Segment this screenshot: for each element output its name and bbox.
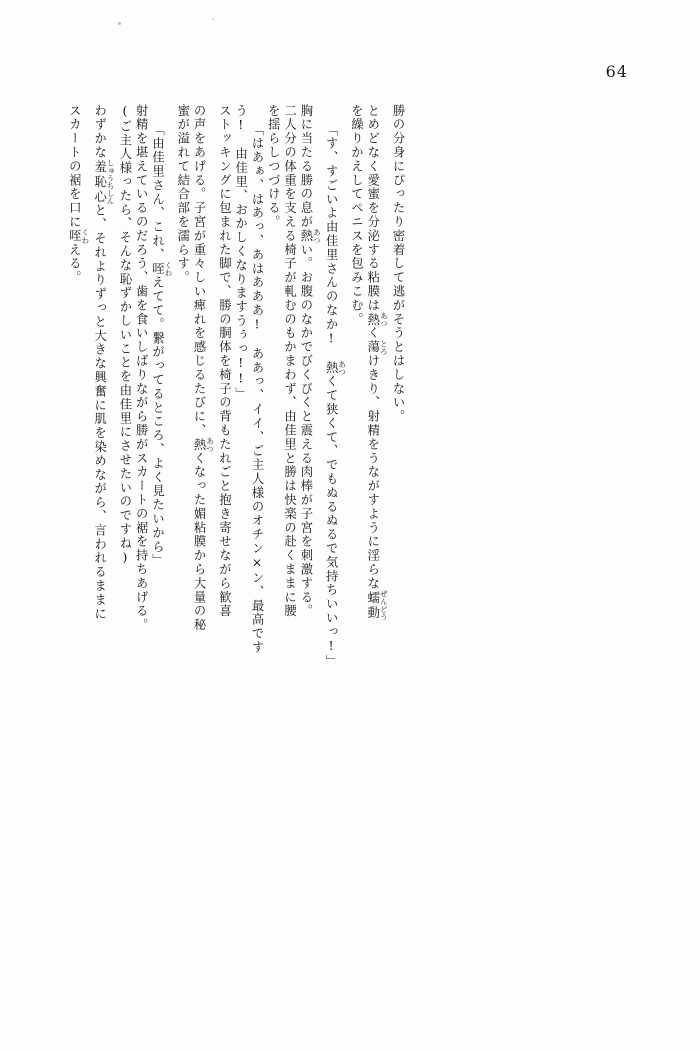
text-column: わずかな羞恥心 しゅうちしんと、それよりずっと大きな興奮に肌を染めながら、言われるままに: [92, 104, 116, 621]
text-column: (ご主人様ったら、そんな恥ずかしいことを由佳里にさせたいのですね): [117, 104, 132, 567]
text-column: 蜜が溢れて結合部を濡らす。: [175, 104, 190, 285]
scan-speck-icon: [118, 22, 121, 25]
text-column: を繰りかえしてペニスを包みこむ。: [349, 104, 364, 327]
text-column: を揺らしつづける。: [266, 104, 281, 230]
text-column: 「す、すごいよ由佳里さんのなか! 熱 あつくて狭くて、でもぬるぬるで気持ちいいっ!」: [324, 123, 347, 669]
text-column: 「由佳里さん、これ、咥 くわえてて。繋がってるところ、よく見たいから」: [150, 123, 173, 568]
text-column: う! 由佳里、おかしくなりますうぅっ!!」: [233, 104, 248, 401]
text-column: 「はあぁ、はあっ、あはあああ! ああっ、イイ、ご主人様のオチン×ン、最高です: [249, 123, 264, 655]
text-column: ストッキングに包まれた脚で、勝の胴体を椅子の背もたれごと抱き寄せながら歓喜: [217, 104, 232, 619]
text-column: スカートの裾を口に咥 くわえる。: [67, 104, 90, 285]
text-column: 胸に当たる勝の息が熱 あつい。お腹のなかでびくびくと震える肉棒が子宮を刺激する。: [298, 104, 322, 619]
scan-speck-icon: [212, 18, 214, 20]
page-number: 64: [605, 62, 628, 81]
text-column: 射精を堪えているのだろう、歯を食いしばりながら勝がスカートの裾を持ちあげる。: [134, 104, 149, 633]
text-column: 勝の分身にぴったり密着して逃がそうとはしない。: [391, 104, 406, 424]
text-column: とめどなく愛蜜を分泌する粘膜は熱 あつく蕩 とろけきり、射精をうながすように淫らな蠕動 ぜんどう: [365, 104, 389, 621]
body-text: [64, 104, 636, 984]
text-column: 二人分の体重を支える椅子が軋むのもかまわず、由佳里と勝は快楽の赴くままに腰: [282, 104, 297, 619]
text-column: の声をあげる。子宮が重々しい痺れを感じるたびに、熱 あつくなった媚粘膜から大量の秘: [192, 104, 215, 633]
